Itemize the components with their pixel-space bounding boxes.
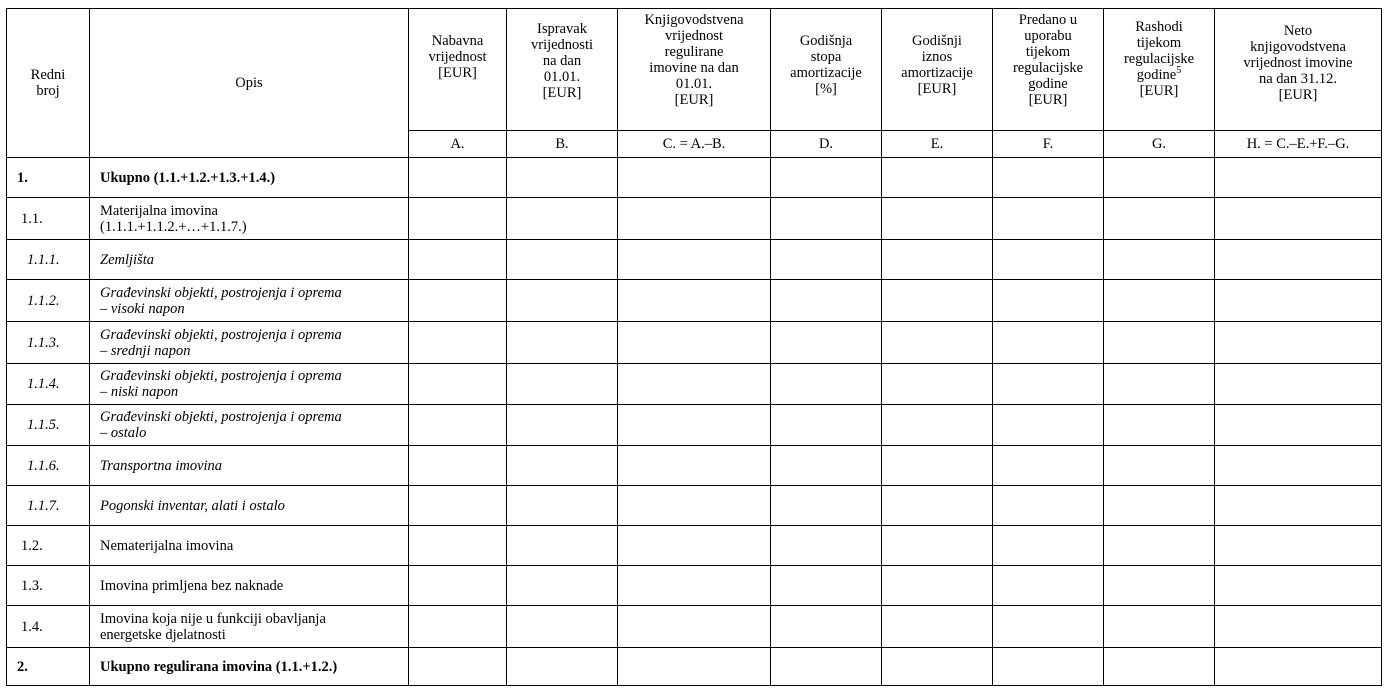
- header-col-b-line1: Ispravak: [537, 21, 587, 37]
- header-col-g: [1104, 9, 1215, 131]
- row-description: [90, 322, 409, 364]
- header-redni-broj-text: Redni broj: [30, 67, 66, 99]
- cell-g: [1104, 566, 1215, 606]
- cell-d: [771, 566, 882, 606]
- cell-h: [1215, 486, 1382, 526]
- row-description: [90, 280, 409, 322]
- header-col-d-line2: stopa: [810, 49, 842, 65]
- table-row: [7, 526, 1382, 566]
- cell-a: [409, 446, 507, 486]
- header-col-g-line1: Rashodi: [1135, 19, 1183, 35]
- cell-g: [1104, 280, 1215, 322]
- cell-d: [771, 486, 882, 526]
- cell-d: [771, 322, 882, 364]
- row-description: [90, 566, 409, 606]
- cell-f: [993, 606, 1104, 648]
- header-col-g-line4: [1107, 67, 1211, 83]
- cell-g: [1104, 322, 1215, 364]
- cell-e: [882, 606, 993, 648]
- row-number: 1.1.4.: [7, 364, 90, 405]
- cell-e: [882, 648, 993, 686]
- row-description-line1: Građevinski objekti, postrojenja i oprema: [100, 368, 342, 384]
- cell-b: [507, 566, 618, 606]
- header-col-e-line4: [EUR]: [917, 81, 957, 97]
- cell-f: [993, 198, 1104, 240]
- cell-h: [1215, 158, 1382, 198]
- cell-f: [993, 280, 1104, 322]
- row-number: 1.1.: [7, 198, 90, 240]
- letter-f: F.: [993, 131, 1104, 158]
- table-row: [7, 486, 1382, 526]
- cell-b: [507, 486, 618, 526]
- cell-h: [1215, 648, 1382, 686]
- header-col-e-line2: iznos: [921, 49, 953, 65]
- row-number: 1.4.: [7, 606, 90, 648]
- cell-c: [618, 280, 771, 322]
- cell-e: [882, 566, 993, 606]
- row-description: [90, 158, 409, 198]
- letter-c: C. = A.–B.: [618, 131, 771, 158]
- row-description-line1: Ukupno regulirana imovina (1.1.+1.2.): [100, 658, 338, 675]
- row-description-line1: Materijalna imovina: [100, 202, 218, 219]
- cell-c: [618, 240, 771, 280]
- cell-a: [409, 240, 507, 280]
- letter-a: A.: [409, 131, 507, 158]
- cell-a: [409, 606, 507, 648]
- row-number: 1.1.3.: [7, 322, 90, 364]
- cell-h: [1215, 198, 1382, 240]
- row-number: 1.: [7, 158, 90, 198]
- row-description: [90, 526, 409, 566]
- header-col-g-line4-text: godine: [1136, 67, 1177, 83]
- row-description: [90, 446, 409, 486]
- header-col-a-line1: Nabavna: [431, 33, 484, 49]
- cell-b: [507, 280, 618, 322]
- row-description-line1: Pogonski inventar, alati i ostalo: [100, 497, 285, 514]
- cell-e: [882, 486, 993, 526]
- cell-b: [507, 322, 618, 364]
- header-col-c-line2: vrijednost: [665, 28, 723, 44]
- row-description-line1: Nematerijalna imovina: [100, 537, 234, 554]
- cell-c: [618, 606, 771, 648]
- cell-h: [1215, 322, 1382, 364]
- cell-a: [409, 566, 507, 606]
- cell-b: [507, 240, 618, 280]
- cell-e: [882, 446, 993, 486]
- row-number: 1.1.2.: [7, 280, 90, 322]
- row-number: 1.1.6.: [7, 446, 90, 486]
- cell-d: [771, 526, 882, 566]
- header-col-a: [409, 9, 507, 131]
- row-description: [90, 606, 409, 648]
- cell-f: [993, 446, 1104, 486]
- cell-a: [409, 198, 507, 240]
- cell-d: [771, 158, 882, 198]
- table-row: [7, 648, 1382, 686]
- letter-d: D.: [771, 131, 882, 158]
- row-number: 1.1.7.: [7, 486, 90, 526]
- header-col-c: [618, 9, 771, 131]
- header-col-f-line5: godine: [1028, 76, 1068, 92]
- header-col-h-line5: [EUR]: [1278, 87, 1318, 103]
- cell-e: [882, 364, 993, 405]
- asset-table-container: [6, 8, 1382, 686]
- cell-d: [771, 364, 882, 405]
- row-description-line1: Građevinski objekti, postrojenja i oprema: [100, 326, 342, 343]
- header-col-e-line1: Godišnji: [912, 33, 962, 49]
- cell-c: [618, 526, 771, 566]
- cell-g: [1104, 240, 1215, 280]
- header-col-f-line2: uporabu: [1024, 28, 1072, 44]
- header-col-f: [993, 9, 1104, 131]
- header-col-f-line3: tijekom: [1025, 44, 1071, 60]
- cell-a: [409, 405, 507, 446]
- cell-c: [618, 198, 771, 240]
- cell-h: [1215, 606, 1382, 648]
- cell-e: [882, 198, 993, 240]
- header-col-c-line6: [EUR]: [674, 92, 714, 108]
- header-col-h-line4: na dan 31.12.: [1258, 71, 1338, 87]
- header-col-f-line6: [EUR]: [1028, 92, 1068, 108]
- header-col-f-line1: Predano u: [1018, 12, 1078, 28]
- cell-c: [618, 566, 771, 606]
- cell-c: [618, 158, 771, 198]
- header-col-a-line2: vrijednost: [428, 49, 487, 65]
- cell-h: [1215, 446, 1382, 486]
- cell-c: [618, 648, 771, 686]
- cell-h: [1215, 240, 1382, 280]
- cell-b: [507, 606, 618, 648]
- row-description-line1: Transportna imovina: [100, 457, 223, 474]
- cell-f: [993, 486, 1104, 526]
- row-description-line2: – ostalo: [100, 425, 147, 441]
- cell-b: [507, 198, 618, 240]
- cell-b: [507, 364, 618, 405]
- table-row: [7, 240, 1382, 280]
- header-opis: Opis: [90, 9, 409, 158]
- row-description-line1: Imovina koja nije u funkciji obavljanja: [100, 610, 326, 627]
- cell-h: [1215, 526, 1382, 566]
- cell-d: [771, 446, 882, 486]
- cell-g: [1104, 364, 1215, 405]
- row-description-line2: – niski napon: [100, 384, 179, 400]
- cell-h: [1215, 566, 1382, 606]
- cell-a: [409, 322, 507, 364]
- cell-g: [1104, 405, 1215, 446]
- row-number: 1.3.: [7, 566, 90, 606]
- table-row: [7, 446, 1382, 486]
- row-number: 2.: [7, 648, 90, 686]
- row-description: [90, 198, 409, 240]
- header-col-b-line3: na dan: [542, 53, 582, 69]
- cell-h: [1215, 405, 1382, 446]
- row-description-line2: – visoki napon: [100, 300, 185, 317]
- cell-f: [993, 566, 1104, 606]
- header-col-d-line3: amortizacije: [790, 65, 862, 81]
- row-description: [90, 364, 409, 405]
- cell-d: [771, 240, 882, 280]
- header-redni-broj: [7, 9, 90, 158]
- row-description-line1: Zemljišta: [100, 251, 154, 268]
- row-description: [90, 240, 409, 280]
- cell-f: [993, 364, 1104, 405]
- table-row: [7, 198, 1382, 240]
- row-description: [90, 405, 409, 446]
- cell-a: [409, 280, 507, 322]
- header-col-e-line3: amortizacije: [901, 65, 973, 81]
- cell-d: [771, 405, 882, 446]
- header-col-c-line3: regulirane: [664, 44, 724, 60]
- letter-b: B.: [507, 131, 618, 158]
- cell-e: [882, 405, 993, 446]
- cell-f: [993, 405, 1104, 446]
- cell-g: [1104, 606, 1215, 648]
- cell-c: [618, 322, 771, 364]
- letter-h: H. = C.–E.+F.–G.: [1215, 131, 1382, 158]
- cell-b: [507, 446, 618, 486]
- table-row: [7, 566, 1382, 606]
- cell-d: [771, 280, 882, 322]
- header-col-f-line4: regulacijske: [1012, 60, 1084, 76]
- table-row: [7, 322, 1382, 364]
- cell-f: [993, 648, 1104, 686]
- header-col-d: [771, 9, 882, 131]
- header-col-c-line5: 01.01.: [675, 76, 713, 92]
- cell-d: [771, 606, 882, 648]
- header-col-h-line2: knjigovodstvena: [1250, 39, 1346, 55]
- row-number: 1.2.: [7, 526, 90, 566]
- cell-c: [618, 446, 771, 486]
- row-description-line1: Ukupno (1.1.+1.2.+1.3.+1.4.): [100, 169, 276, 186]
- table-row: [7, 606, 1382, 648]
- header-col-g-line3: regulacijske: [1123, 51, 1195, 67]
- cell-b: [507, 526, 618, 566]
- cell-f: [993, 158, 1104, 198]
- row-description-line2: – srednji napon: [100, 342, 191, 359]
- header-col-g-line2: tijekom: [1136, 35, 1182, 51]
- letter-e: E.: [882, 131, 993, 158]
- row-description-line1: Imovina primljena bez naknade: [100, 577, 284, 594]
- row-description-line1: Građevinski objekti, postrojenja i oprema: [100, 284, 342, 301]
- header-col-b: [507, 9, 618, 131]
- row-description: [90, 486, 409, 526]
- cell-f: [993, 322, 1104, 364]
- row-description-line2: (1.1.1.+1.1.2.+…+1.1.7.): [100, 218, 247, 235]
- header-col-h-line1: Neto: [1283, 23, 1313, 39]
- cell-g: [1104, 648, 1215, 686]
- header-col-e: [882, 9, 993, 131]
- row-number: 1.1.1.: [7, 240, 90, 280]
- row-description-line2: energetske djelatnosti: [100, 626, 226, 643]
- cell-a: [409, 526, 507, 566]
- cell-e: [882, 158, 993, 198]
- row-number: 1.1.5.: [7, 405, 90, 446]
- cell-c: [618, 364, 771, 405]
- cell-g: [1104, 446, 1215, 486]
- table-row: [7, 364, 1382, 405]
- cell-h: [1215, 280, 1382, 322]
- header-col-h-line3: vrijednost imovine: [1243, 55, 1353, 71]
- cell-a: [409, 158, 507, 198]
- header-col-d-line4: [%]: [815, 81, 837, 97]
- cell-e: [882, 280, 993, 322]
- header-col-c-line4: imovine na dan: [649, 60, 739, 76]
- header-col-d-line1: Godišnja: [799, 33, 853, 49]
- header-col-b-line4: 01.01.: [543, 69, 581, 85]
- row-description: [90, 648, 409, 686]
- cell-b: [507, 158, 618, 198]
- cell-e: [882, 322, 993, 364]
- cell-c: [618, 405, 771, 446]
- header-col-g-line5: [EUR]: [1139, 83, 1179, 99]
- letter-g: G.: [1104, 131, 1215, 158]
- cell-a: [409, 486, 507, 526]
- header-row: [7, 9, 1382, 131]
- cell-f: [993, 240, 1104, 280]
- cell-d: [771, 198, 882, 240]
- cell-b: [507, 648, 618, 686]
- cell-e: [882, 526, 993, 566]
- cell-c: [618, 486, 771, 526]
- regulated-assets-table: [6, 8, 1382, 686]
- cell-g: [1104, 486, 1215, 526]
- header-col-a-line3: [EUR]: [438, 65, 477, 81]
- footnote-marker: 5: [1176, 65, 1182, 76]
- cell-b: [507, 405, 618, 446]
- cell-h: [1215, 364, 1382, 405]
- row-description-line1: Građevinski objekti, postrojenja i oprema: [100, 409, 342, 425]
- cell-g: [1104, 198, 1215, 240]
- header-col-b-line5: [EUR]: [542, 85, 582, 101]
- cell-g: [1104, 526, 1215, 566]
- header-col-c-line1: Knjigovodstvena: [644, 12, 744, 28]
- table-row: [7, 405, 1382, 446]
- table-row: [7, 158, 1382, 198]
- header-col-h: [1215, 9, 1382, 131]
- cell-g: [1104, 158, 1215, 198]
- header-col-b-line2: vrijednosti: [530, 37, 594, 53]
- cell-a: [409, 648, 507, 686]
- table-row: [7, 280, 1382, 322]
- cell-e: [882, 240, 993, 280]
- cell-a: [409, 364, 507, 405]
- cell-f: [993, 526, 1104, 566]
- cell-d: [771, 648, 882, 686]
